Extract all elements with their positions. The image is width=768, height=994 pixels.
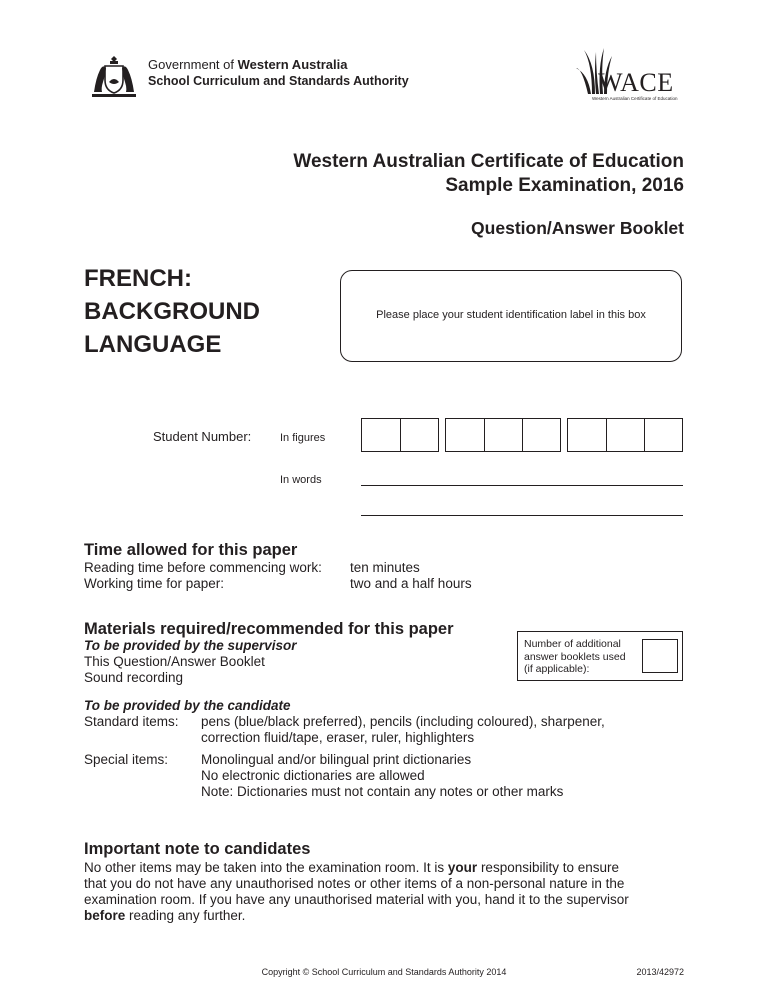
additional-booklets-line2: answer booklets used [524,650,626,663]
digit-group [567,418,683,452]
certificate-title [293,150,684,198]
student-number-label: Student Number: [153,429,252,444]
subject-line2: BACKGROUND [84,298,260,325]
supervisor-item-sound: Sound recording [84,670,184,685]
in-figures-label: In figures [280,432,326,444]
digit-box[interactable] [568,419,606,451]
note-line4: before reading any further. [84,908,246,923]
reading-time-value: ten minutes [350,560,420,575]
document-code: 2013/42972 [636,967,684,977]
in-words-line-1[interactable] [361,485,683,486]
important-note-heading: Important note to candidates [84,840,311,858]
subject-title [84,262,260,361]
standard-items-label: Standard items: [84,714,179,729]
copyright-notice: Copyright © School Curriculum and Standards Authority 2014 [261,967,507,977]
wace-subtitle: Western Australian Certificate of Education [592,96,678,101]
certificate-title-line2: Sample Examination, 2016 [445,175,684,196]
certificate-title-line1: Western Australian Certificate of Education [293,151,684,172]
subject-line3: LANGUAGE [84,331,222,358]
wace-wordmark: WACE [598,68,674,97]
note-line1: No other items may be taken into the examination room. It is your responsibility to ensure [84,860,620,875]
supervisor-heading: To be provided by the supervisor [84,638,297,653]
in-words-label: In words [280,474,322,486]
digit-box[interactable] [400,419,438,451]
additional-booklets-count-box[interactable] [642,639,678,673]
digit-group [361,418,439,452]
booklet-title: Question/Answer Booklet [471,218,684,238]
special-items-label: Special items: [84,752,169,767]
government-name: Government of Western Australia [148,57,348,72]
id-box-instruction: Please place your student identification label in this box [376,309,646,321]
working-time-label: Working time for paper: [84,576,225,591]
student-number-digit-boxes[interactable] [361,418,683,452]
reading-time-label: Reading time before commencing work: [84,560,322,575]
digit-box[interactable] [522,419,560,451]
digit-box[interactable] [484,419,522,451]
wa-coat-of-arms-icon [88,52,140,100]
supervisor-item-booklet: This Question/Answer Booklet [84,654,265,669]
digit-box[interactable] [362,419,400,451]
additional-booklets-line1: Number of additional [524,638,621,650]
digit-box[interactable] [446,419,484,451]
note-line2: that you do not have any unauthorised notes or other items of a non-personal nature in the [84,876,625,891]
additional-booklets-label [524,638,626,676]
working-time-value: two and a half hours [350,576,472,591]
authority-name: School Curriculum and Standards Authority [148,74,409,88]
additional-booklets-line3: (if applicable): [524,663,590,675]
in-words-line-2[interactable] [361,515,683,516]
special-items-line1: Monolingual and/or bilingual print dictionaries [201,752,472,767]
standard-items-line1: pens (blue/black preferred), pencils (including coloured), sharpener, [201,714,605,729]
time-heading: Time allowed for this paper [84,541,298,559]
standard-items-line2: correction fluid/tape, eraser, ruler, highlighters [201,730,475,745]
digit-group [445,418,561,452]
special-items-line2: No electronic dictionaries are allowed [201,768,425,783]
candidate-heading: To be provided by the candidate [84,698,291,713]
note-line3: examination room. If you have any unauthorised material with you, hand it to the supervisor [84,892,629,907]
digit-box[interactable] [606,419,644,451]
digit-box[interactable] [644,419,682,451]
student-id-label-box[interactable] [340,270,682,362]
special-items-line3: Note: Dictionaries must not contain any notes or other marks [201,784,564,799]
materials-heading: Materials required/recommended for this paper [84,620,454,638]
subject-line1: FRENCH: [84,265,192,292]
additional-booklets-box [517,631,683,681]
